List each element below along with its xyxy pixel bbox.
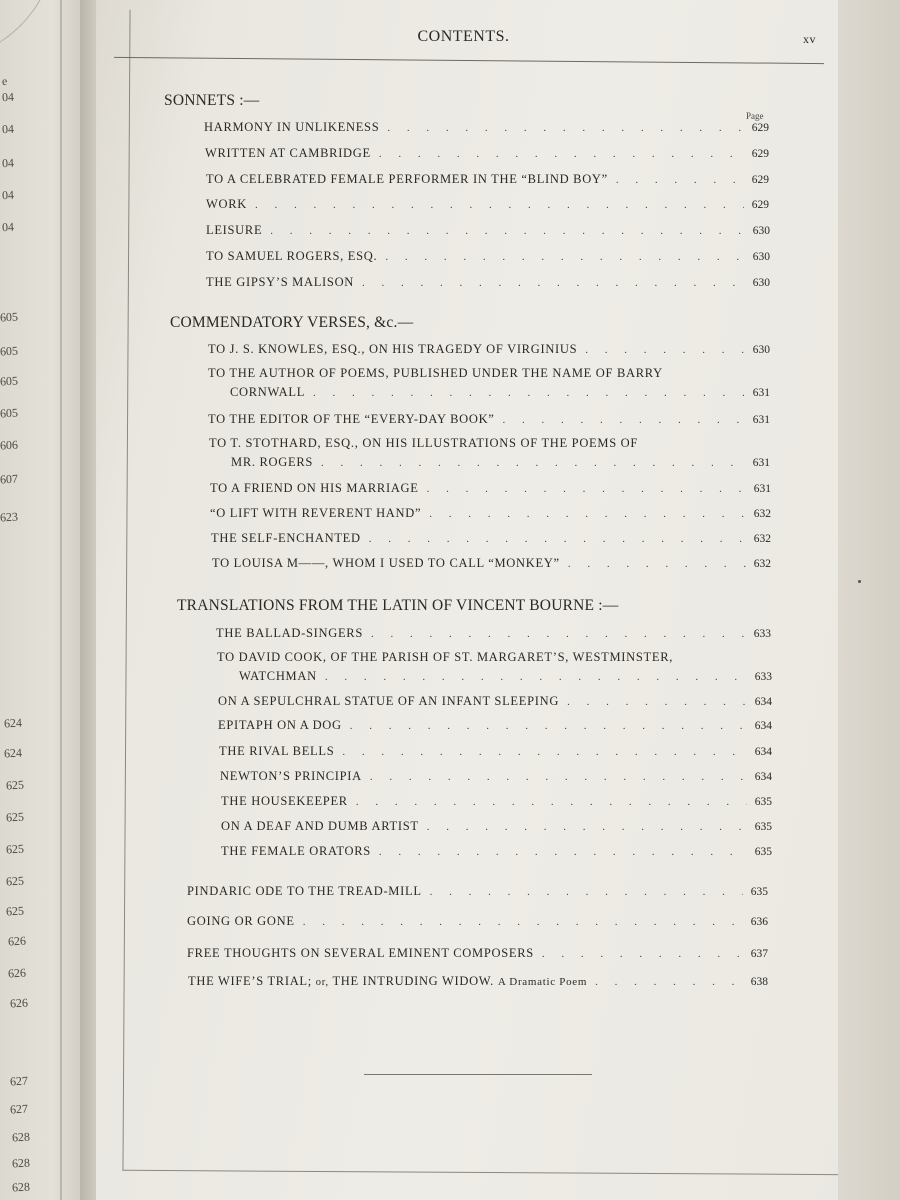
left-page-number: 605 bbox=[0, 343, 19, 359]
toc-entry-two-line: TO T. STOTHARD, ESQ., ON HIS ILLUSTRATIONS OF THE POEMS OF MR. ROGERS . . . 631 bbox=[209, 436, 770, 470]
toc-entry: THE SELF-ENCHANTED . . . 632 bbox=[211, 531, 771, 549]
left-page-number: 628 bbox=[11, 1129, 31, 1145]
toc-entry: THE FEMALE ORATORS . . . 635 bbox=[221, 844, 772, 862]
facing-page-left bbox=[0, 0, 86, 1200]
toc-entry: FREE THOUGHTS ON SEVERAL EMINENT COMPOSERS . . . 637 bbox=[187, 946, 768, 964]
left-page-number: 626 bbox=[7, 965, 27, 981]
toc-entry-two-line: TO THE AUTHOR OF POEMS, PUBLISHED UNDER THE NAME OF BARRY CORNWALL . . . 631 bbox=[208, 366, 770, 400]
toc-entry-two-line: TO DAVID COOK, OF THE PARISH OF ST. MARGARET’S, WESTMINSTER, WATCHMAN . . . 633 bbox=[217, 650, 772, 684]
left-page-number: 607 bbox=[0, 471, 19, 487]
toc-entry: EPITAPH ON A DOG . . . 634 bbox=[218, 718, 772, 736]
toc-entry: PINDARIC ODE TO THE TREAD-MILL . . . 635 bbox=[187, 884, 768, 902]
toc-entry: TO SAMUEL ROGERS, ESQ. . . . 630 bbox=[206, 249, 770, 267]
toc-entry: THE WIFE’S TRIAL; or, THE INTRUDING WIDOW. A Dramatic Poem . . . 638 bbox=[188, 974, 768, 992]
left-page-number: 628 bbox=[11, 1179, 31, 1195]
left-page-number: 625 bbox=[5, 873, 25, 889]
left-page-number: 605 bbox=[0, 309, 19, 325]
left-page-number: 625 bbox=[5, 903, 25, 919]
left-page-number: 624 bbox=[3, 745, 23, 761]
toc-entry: THE GIPSY’S MALISON . . . 630 bbox=[206, 275, 770, 293]
left-page-number: 627 bbox=[9, 1073, 29, 1089]
toc-entry: TO LOUISA M——, WHOM I USED TO CALL “MONKEY” . . . 632 bbox=[212, 556, 771, 574]
left-page-number: 605 bbox=[0, 373, 19, 389]
toc-entry: TO THE EDITOR OF THE “EVERY-DAY BOOK” . . . 631 bbox=[208, 412, 770, 430]
toc-entry: HARMONY IN UNLIKENESS . . . 629 bbox=[204, 120, 769, 138]
left-page-number: 04 bbox=[1, 187, 15, 203]
left-page-number: 606 bbox=[0, 437, 19, 453]
toc-entry: THE RIVAL BELLS . . . 634 bbox=[219, 744, 772, 762]
toc-entry: THE BALLAD-SINGERS . . . 633 bbox=[216, 626, 771, 644]
toc-entry: WORK . . . 629 bbox=[206, 197, 769, 215]
left-page-number: 04 bbox=[1, 219, 15, 235]
toc-entry: “O LIFT WITH REVERENT HAND” . . . 632 bbox=[210, 506, 771, 524]
toc-entry: ON A SEPULCHRAL STATUE OF AN INFANT SLEEPING . . . 634 bbox=[218, 694, 772, 712]
left-page-number: 04 bbox=[1, 89, 15, 105]
left-page-number: 625 bbox=[5, 841, 25, 857]
toc-entry: TO A FRIEND ON HIS MARRIAGE . . . 631 bbox=[210, 481, 771, 499]
left-page-number: 626 bbox=[9, 995, 29, 1011]
toc-entry: TO A CELEBRATED FEMALE PERFORMER IN THE “BLIND BOY” . . . 629 bbox=[206, 172, 769, 190]
background-surface bbox=[838, 0, 900, 1200]
left-page-number: 623 bbox=[0, 509, 19, 525]
page-number: xv bbox=[803, 32, 816, 46]
left-page-number: 624 bbox=[3, 715, 23, 731]
left-page-number: 625 bbox=[5, 777, 25, 793]
toc-entry: THE HOUSEKEEPER . . . 635 bbox=[221, 794, 772, 812]
left-page-number: 605 bbox=[0, 405, 19, 421]
toc-entry: LEISURE . . . 630 bbox=[206, 223, 770, 241]
toc-entry: NEWTON’S PRINCIPIA . . . 634 bbox=[220, 769, 772, 787]
left-page-number: 626 bbox=[7, 933, 27, 949]
page-title: CONTENTS. bbox=[417, 28, 510, 45]
section-title-translations: TRANSLATIONS FROM THE LATIN OF VINCENT BOURNE :— bbox=[177, 597, 619, 614]
left-page-number: 628 bbox=[11, 1155, 31, 1171]
section-title-sonnets: SONNETS :— bbox=[164, 92, 260, 109]
end-rule bbox=[364, 1074, 592, 1075]
page-edge bbox=[60, 0, 62, 1200]
left-page-number: 04 bbox=[1, 121, 15, 137]
left-page-number: 627 bbox=[9, 1101, 29, 1117]
toc-entry: GOING OR GONE . . . 636 bbox=[187, 914, 768, 932]
toc-entry: ON A DEAF AND DUMB ARTIST . . . 635 bbox=[221, 819, 772, 837]
left-page-number: 625 bbox=[5, 809, 25, 825]
toc-entry: WRITTEN AT CAMBRIDGE . . . 629 bbox=[205, 146, 769, 164]
page-column-label: Page bbox=[746, 111, 764, 121]
section-title-commendatory: COMMENDATORY VERSES, &c.— bbox=[170, 314, 414, 331]
page-curl bbox=[0, 0, 56, 61]
left-page-number: e bbox=[1, 73, 8, 89]
left-page-number: 04 bbox=[1, 155, 15, 171]
toc-entry: TO J. S. KNOWLES, ESQ., ON HIS TRAGEDY OF VIRGINIUS . . . 630 bbox=[208, 342, 770, 360]
contents-page bbox=[96, 0, 900, 1200]
